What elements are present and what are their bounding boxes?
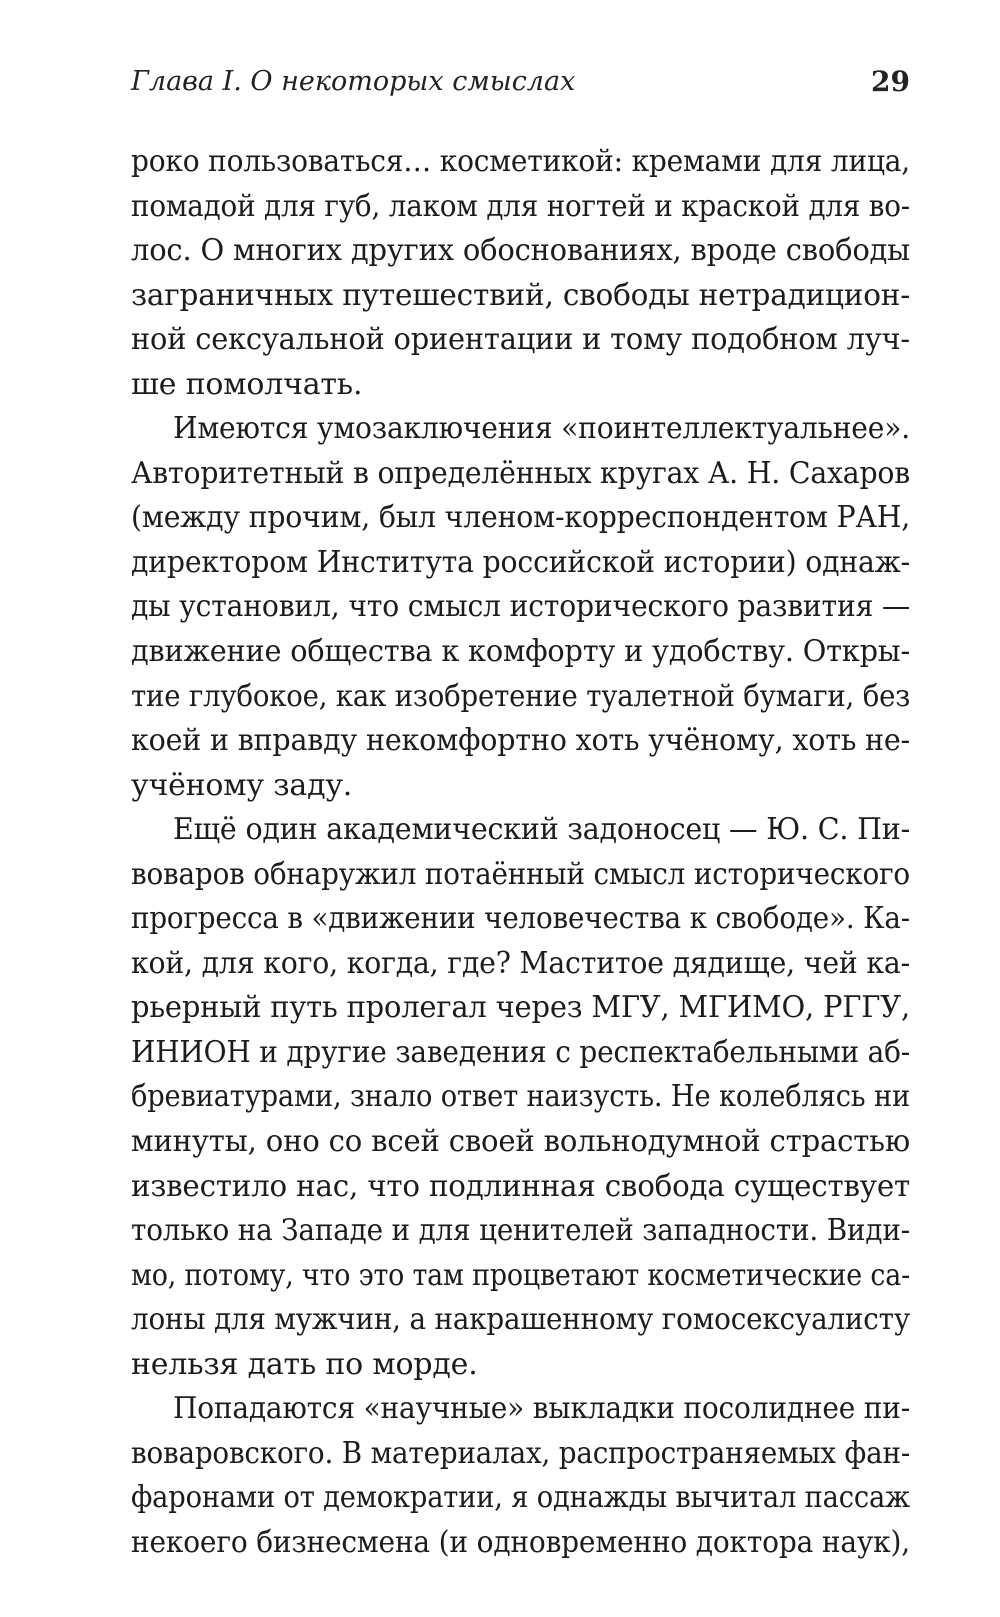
- text-line: лос. О многих других обоснованиях, вроде свободы: [131, 233, 911, 269]
- text-line: лоны для мужчин, а накрашенному гомосексуалисту: [131, 1302, 911, 1338]
- text-line: прогресса в «движении человечества к свободе». Ка-: [131, 901, 910, 937]
- text-line: нельзя дать по морде.: [131, 1346, 478, 1382]
- text-line: ше помолчать.: [131, 366, 363, 402]
- text-line: только на Западе и для ценителей западности. Види-: [131, 1213, 910, 1249]
- text-line: Ещё один академический задоносец — Ю. С. Пи-: [173, 812, 911, 848]
- text-line: Имеются умозаключения «поинтеллектуальнее».: [173, 411, 910, 447]
- text-line: (между прочим, был членом-корреспондентом РАН,: [131, 500, 911, 536]
- text-line: рьерный путь пролегал через МГУ, МГИМО, РГГУ,: [131, 990, 910, 1026]
- running-head-chapter-title: Глава I. О некоторых смыслах: [131, 66, 576, 97]
- text-line: Попадаются «научные» выкладки посолиднее пи-: [173, 1391, 911, 1427]
- text-line: фаронами от демократии, я однажды вычитал пассаж: [131, 1480, 910, 1516]
- text-line: мо, потому, что это там процветают косметические са-: [131, 1257, 910, 1293]
- body-text: [131, 140, 910, 1566]
- text-line: ной сексуальной ориентации и тому подобном луч-: [131, 322, 910, 358]
- text-line: кой, для кого, когда, где? Маститое дядище, чей ка-: [131, 945, 910, 981]
- text-line: ды установил, что смысл исторического развития —: [131, 589, 911, 625]
- page-number: 29: [871, 65, 910, 98]
- text-line: бревиатурами, знало ответ наизусть. Не колеблясь ни: [131, 1079, 911, 1115]
- text-line: учёному заду.: [131, 767, 353, 803]
- text-line: некоего бизнесмена (и одновременно доктора наук),: [131, 1524, 910, 1560]
- text-line: тие глубокое, как изобретение туалетной бумаги, без: [131, 678, 911, 714]
- text-line: помадой для губ, лаком для ногтей и краской для во-: [131, 188, 910, 224]
- text-line: заграничных путешествий, свободы нетрадицион-: [131, 277, 911, 313]
- text-line: воваров обнаружил потаённый смысл исторического: [131, 856, 911, 892]
- text-line: Авторитетный в определённых кругах А. Н. Сахаров: [131, 455, 911, 491]
- text-line: минуты, оно со всей своей вольнодумной страстью: [131, 1124, 910, 1160]
- text-line: известило нас, что подлинная свобода существует: [131, 1168, 911, 1204]
- text-line: коей и вправду некомфортно хоть учёному, хоть не-: [131, 723, 911, 759]
- text-line: ИНИОН и другие заведения с респектабельными аб-: [131, 1034, 910, 1070]
- text-line: директором Института российской истории) однаж-: [131, 544, 910, 580]
- text-line: роко пользоваться… косметикой: кремами для лица,: [131, 144, 911, 179]
- text-line: движение общества к комфорту и удобству. Откры-: [131, 634, 911, 670]
- text-line: воваровского. В материалах, распространяемых фан-: [131, 1435, 911, 1471]
